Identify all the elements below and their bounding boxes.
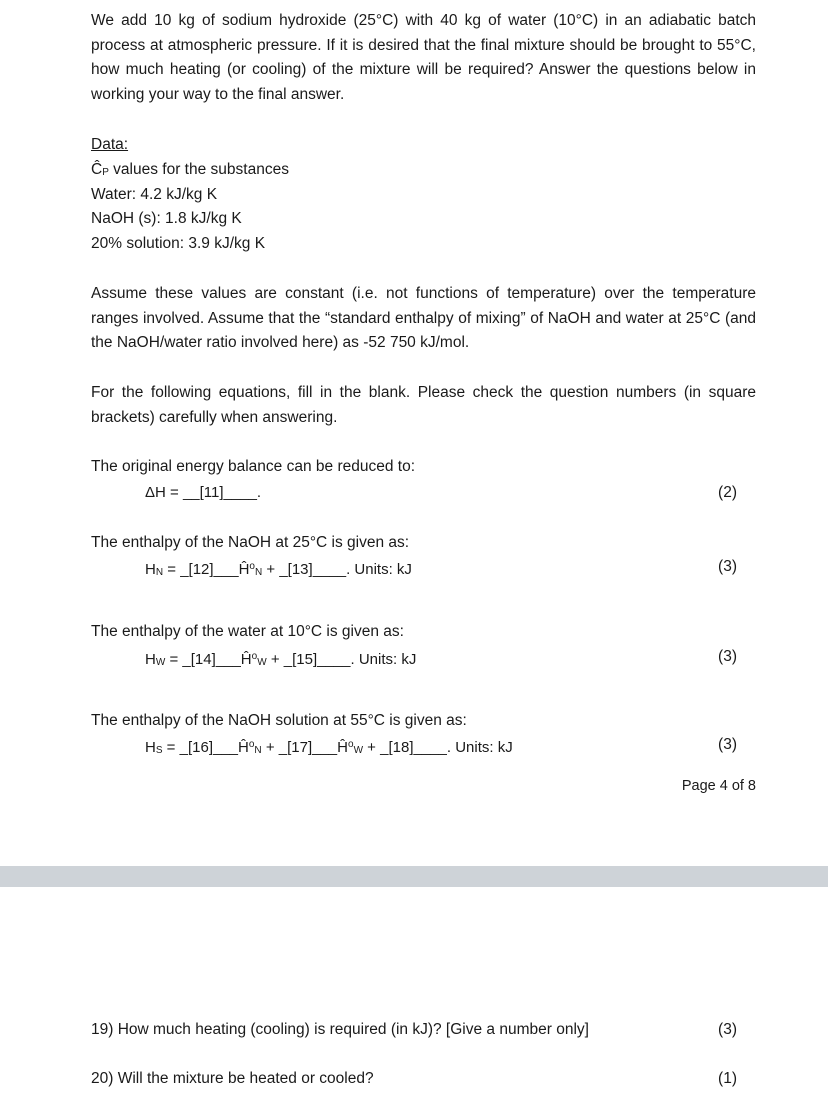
blank-15[interactable]: _[15]____	[283, 651, 351, 668]
data-item-naoh: NaOH (s): 1.8 kJ/kg K	[91, 210, 242, 227]
marks-16-18: (3)	[718, 736, 737, 753]
term-sup: o	[248, 739, 255, 750]
eq-h: H	[145, 651, 156, 668]
eq-equals: =	[165, 651, 183, 668]
question-12-prompt: The enthalpy of the NaOH at 25°C is given as:	[91, 534, 410, 551]
cp-subscript: P	[102, 167, 109, 178]
equation-16-18	[145, 733, 513, 763]
page-number: Page 4 of 8	[681, 778, 756, 794]
eq-end: .	[256, 484, 262, 501]
term-hat: Ĥ	[238, 561, 250, 578]
question-11-prompt: The original energy balance can be reduced to:	[91, 458, 415, 475]
question-20: 20) Will the mixture be heated or cooled?	[91, 1070, 374, 1087]
blank-13[interactable]: _[13]____	[279, 561, 347, 578]
eq-h: H	[145, 739, 156, 756]
marks-20: (1)	[718, 1070, 737, 1087]
term-sub: N	[254, 745, 262, 756]
question-14-prompt: The enthalpy of the water at 10°C is given as:	[91, 623, 404, 640]
plus-sign: +	[262, 561, 280, 578]
term-hat: Ĥ	[240, 651, 252, 668]
blank-14[interactable]: _[14]___	[182, 651, 241, 668]
units-label: . Units: kJ	[350, 651, 417, 668]
data-item-solution: 20% solution: 3.9 kJ/kg K	[91, 235, 266, 252]
marks-14-15: (3)	[718, 648, 737, 665]
term-sub: W	[257, 657, 267, 668]
data-item-water: Water: 4.2 kJ/kg K	[91, 186, 218, 203]
marks-12-13: (3)	[718, 558, 737, 575]
eq-equals: =	[162, 739, 180, 756]
blank-18[interactable]: _[18]____	[380, 739, 447, 756]
eq-lhs: ΔH =	[145, 484, 183, 501]
units-label: . Units: kJ	[446, 739, 513, 756]
instruction-paragraph: For the following equations, fill in the blank. Please check the question numbers (in square brackets) carefully when answering.	[91, 384, 756, 426]
blank-12[interactable]: _[12]___	[180, 561, 239, 578]
assumption-paragraph: Assume these values are constant (i.e. not functions of temperature) over the temperature ranges involved. Assume that the “standard enthalpy of mixing” of NaOH and water at 25°C (and the NaOH/water ratio involved here) as -52 750 kJ/mol.	[91, 285, 756, 351]
blank-16[interactable]: _[16]___	[179, 739, 239, 756]
marks-19: (3)	[718, 1021, 737, 1038]
eq-h-sub: S	[155, 745, 163, 756]
term-hat: Ĥ	[337, 739, 348, 756]
page-5	[0, 887, 828, 1104]
eq-h-sub: W	[155, 657, 166, 668]
term-sup: o	[348, 739, 354, 750]
eq-h-sub: N	[155, 567, 164, 578]
term-sup: o	[249, 561, 255, 572]
plus-sign: +	[261, 739, 279, 756]
term-hat: Ĥ	[238, 739, 249, 756]
blank-17[interactable]: _[17]___	[278, 739, 338, 756]
marks-11: (2)	[718, 484, 737, 501]
plus-sign: +	[363, 739, 381, 756]
blank-11[interactable]: __[11]____	[182, 484, 257, 501]
term-sub: W	[353, 745, 364, 756]
cp-label-text: values for the substances	[108, 161, 289, 178]
equation-11	[145, 481, 261, 505]
cp-symbol: Ĉ	[91, 161, 103, 178]
question-16-prompt: The enthalpy of the NaOH solution at 55°C is given as:	[91, 712, 467, 729]
equation-14-15	[145, 645, 416, 675]
cp-label	[91, 158, 289, 185]
question-19: 19) How much heating (cooling) is required (in kJ)? [Give a number only]	[91, 1021, 589, 1038]
eq-h: H	[145, 561, 156, 578]
data-heading: Data:	[91, 136, 129, 153]
plus-sign: +	[266, 651, 284, 668]
equation-12-13	[145, 555, 412, 585]
page-separator	[0, 866, 828, 887]
term-sup: o	[251, 651, 258, 662]
eq-equals: =	[163, 561, 181, 578]
intro-paragraph: We add 10 kg of sodium hydroxide (25°C) with 40 kg of water (10°C) in an adiabatic batch process at atmospheric pressure. If it is desired that the final mixture should be brought to 55°C, how much heating (or cooling) of the mixture will be required? Answer the questions below in working your way to the final answer.	[91, 12, 756, 103]
units-label: . Units: kJ	[346, 561, 412, 578]
term-sub: N	[254, 567, 263, 578]
